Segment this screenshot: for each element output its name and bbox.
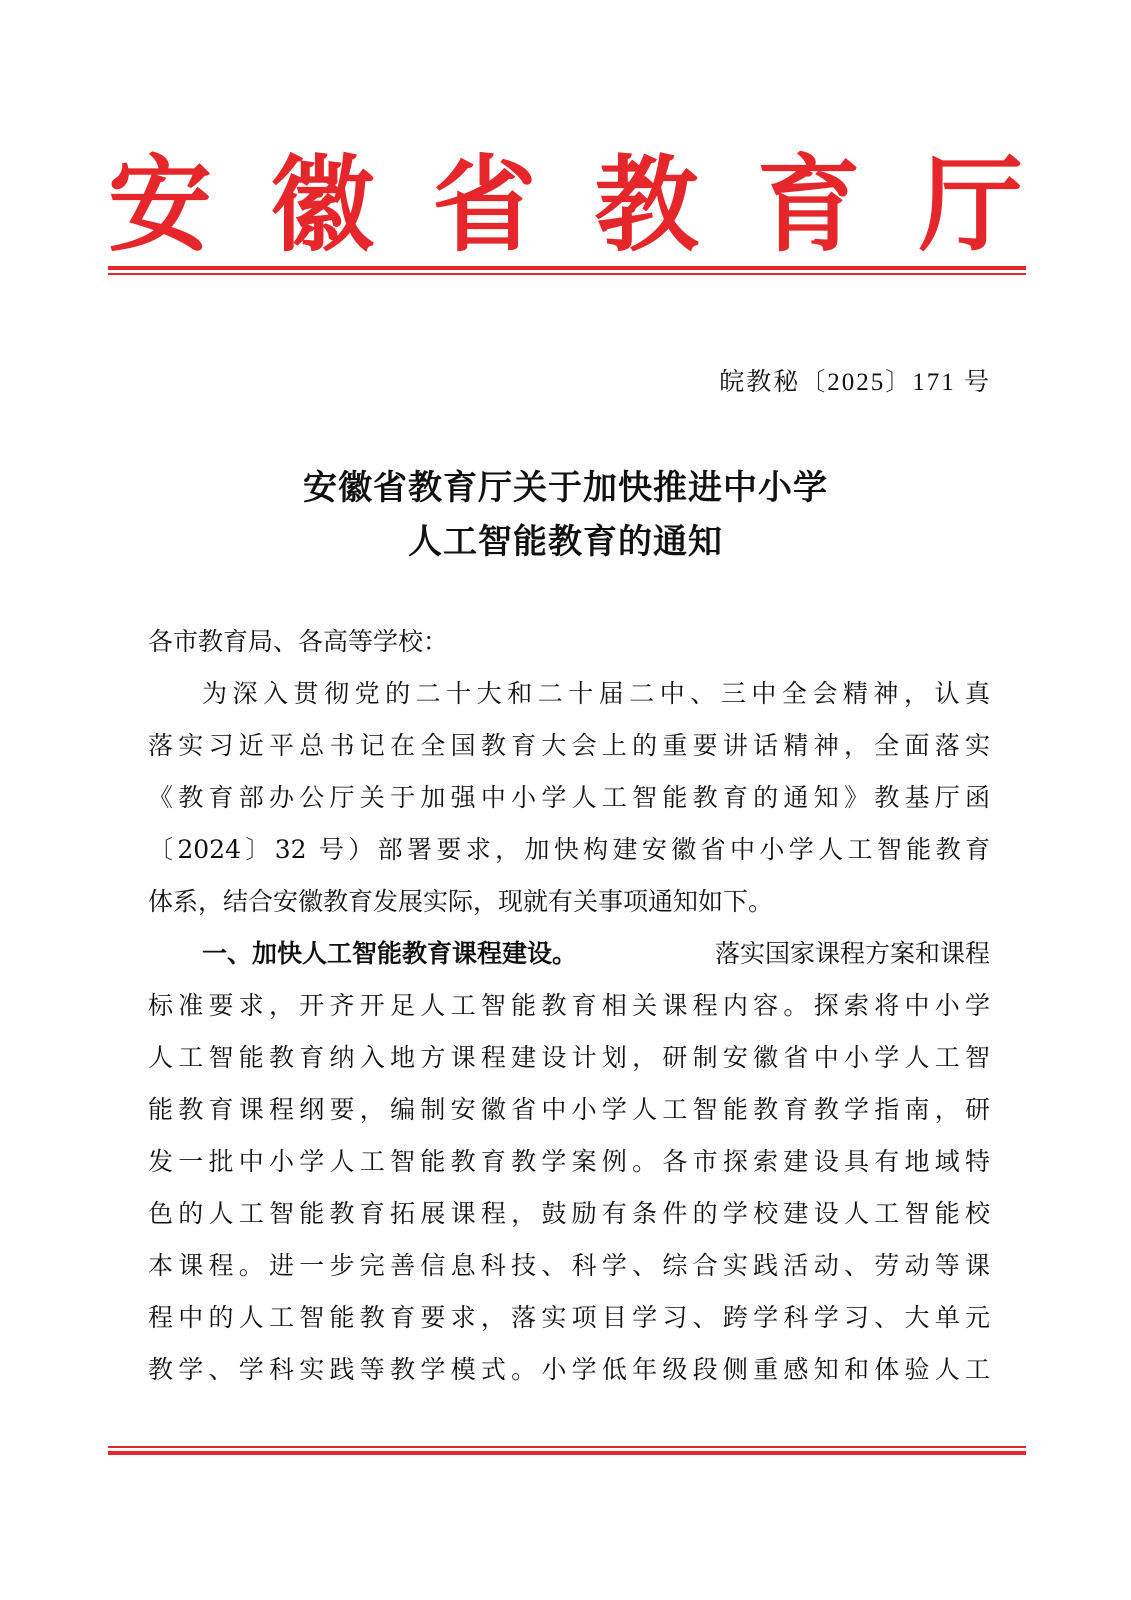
paragraph-line: 体系，结合安徽教育发展实际，现就有关事项通知如下。: [148, 887, 774, 916]
footer-red-rule-thick: [108, 1451, 1026, 1455]
paragraph-line: 人工智能教育纳入地方课程建设计划，研制安徽省中小学人工智: [148, 1043, 990, 1072]
section-1-first-text: 落实国家课程方案和课程: [714, 939, 990, 968]
paragraph-line: 发一批中小学人工智能教育教学案例。各市探索建设具有地域特: [148, 1147, 990, 1176]
paragraph-line: 教学、学科实践等教学模式。小学低年级段侧重感知和体验人工: [148, 1355, 990, 1384]
paragraph-line: 为深入贯彻党的二十大和二十届二中、三中全会精神，认真: [202, 679, 990, 708]
issuing-authority-header: [108, 140, 1023, 270]
paragraph-line: 程中的人工智能教育要求，落实项目学习、跨学科学习、大单元: [148, 1303, 990, 1332]
header-char: 育: [756, 143, 861, 266]
paragraph-line: 本课程。进一步完善信息科技、科学、综合实践活动、劳动等课: [148, 1251, 990, 1280]
salutation: 各市教育局、各高等学校：: [148, 627, 449, 656]
footer-red-rule-thin: [108, 1446, 1026, 1448]
paragraph-line: 《教育部办公厅关于加强中小学人工智能教育的通知》教基厅函: [148, 783, 990, 812]
section-1-first-line: [148, 936, 990, 972]
header-char: 省: [432, 143, 537, 266]
header-red-rule-thick: [108, 266, 1026, 270]
header-char: 厅: [918, 143, 1023, 266]
header-char: 徽: [270, 143, 375, 266]
document-title-line-2: 人工智能教育的通知: [408, 522, 723, 562]
paragraph-line: 〔2024〕32 号）部署要求，加快构建安徽省中小学人工智能教育: [148, 835, 990, 864]
header-char: 教: [594, 143, 699, 266]
paragraph-line: 能教育课程纲要，编制安徽省中小学人工智能教育教学指南，研: [148, 1095, 990, 1124]
paragraph-line: 落实习近平总书记在全国教育大会上的重要讲话精神，全面落实: [148, 731, 990, 760]
section-1-heading: 一、加快人工智能教育课程建设。: [202, 939, 578, 968]
header-char: 安: [108, 143, 213, 266]
document-number: 皖教秘〔2025〕171 号: [719, 369, 991, 396]
header-red-rule-thin: [108, 273, 1026, 275]
paragraph-line: 标准要求，开齐开足人工智能教育相关课程内容。探索将中小学: [148, 991, 990, 1020]
paragraph-line: 色的人工智能教育拓展课程，鼓励有条件的学校建设人工智能校: [148, 1199, 990, 1228]
document-title-line-1: 安徽省教育厅关于加快推进中小学: [303, 468, 828, 508]
